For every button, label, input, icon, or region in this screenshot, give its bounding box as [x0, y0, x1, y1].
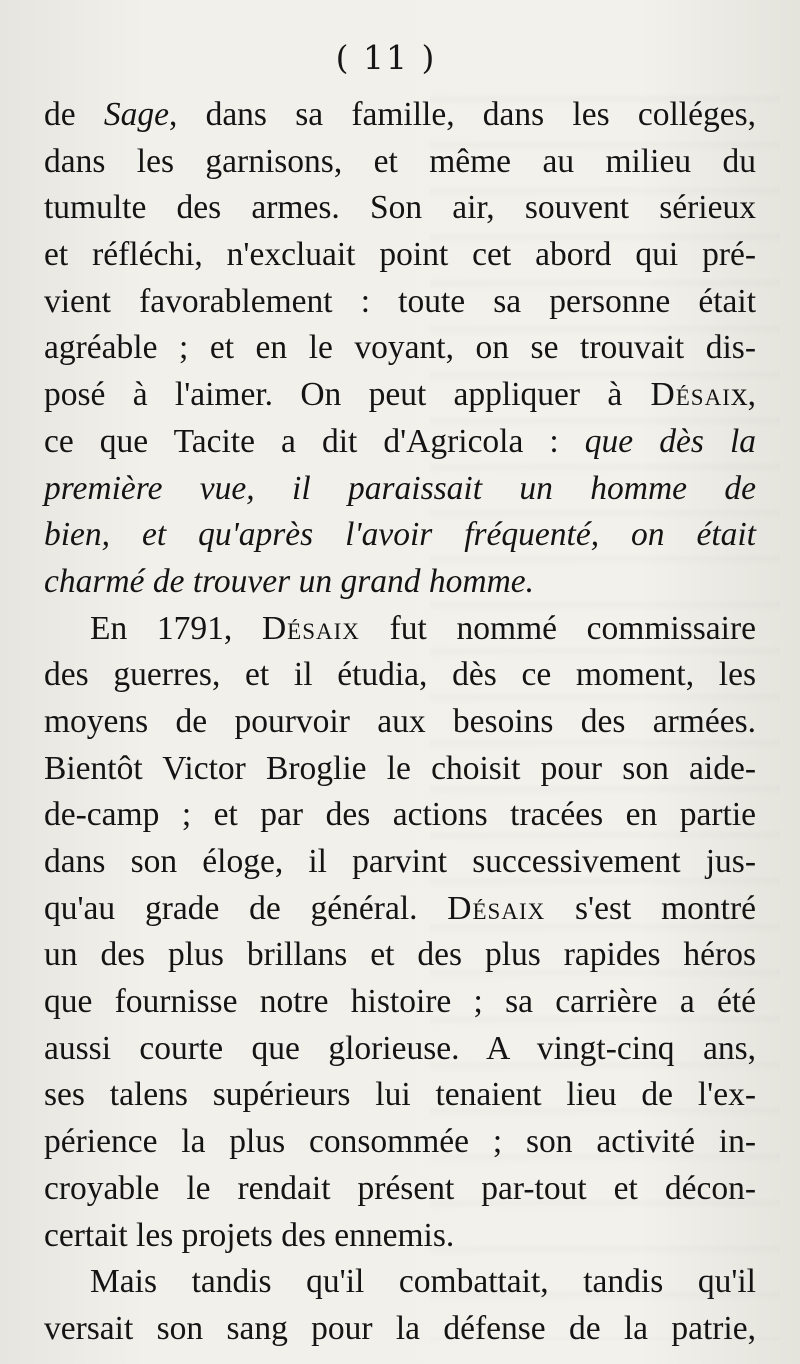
text-line: agréable ; et en le voyant, on se trouvait dis- [44, 329, 756, 367]
text-line: En 1791, Désaix fut nommé commissaire [90, 609, 756, 647]
page-number: ( 11 ) [335, 38, 437, 77]
text-line: ce que Tacite a dit d'Agricola : que dès la [44, 422, 756, 460]
text-line: posé à l'aimer. On peut appliquer à Désaix, [44, 376, 756, 414]
text-line: qu'au grade de général. Désaix s'est montré [44, 889, 756, 927]
text-line: que fournisse notre histoire ; sa carrière a été [44, 983, 756, 1021]
text-line: périence la plus consommée ; son activité in- [44, 1123, 756, 1161]
text-line: Mais tandis qu'il combattait, tandis qu'il [90, 1263, 756, 1301]
body-text [44, 92, 756, 1353]
text-line: bien, et qu'après l'avoir fréquenté, on était [44, 516, 756, 554]
text-line: dans les garnisons, et même au milieu du [44, 142, 756, 180]
text-line: de Sage, dans sa famille, dans les colléges, [44, 96, 756, 133]
text-line: versait son sang pour la défense de la patrie, [44, 1309, 756, 1347]
text-line: dans son éloge, il parvint successivement jus- [44, 843, 756, 880]
text-line: première vue, il paraissait un homme de [44, 469, 756, 507]
text-line: de-camp ; et par des actions tracées en partie [44, 796, 756, 834]
text-line: vient favorablement : toute sa personne était [44, 282, 756, 320]
text-line: tumulte des armes. Son air, souvent sérieux [44, 189, 756, 227]
text-line: un des plus brillans et des plus rapides héros [44, 936, 756, 974]
text-line: et réfléchi, n'excluait point cet abord qui pré- [44, 236, 756, 274]
text-line: charmé de trouver un grand homme. [44, 562, 535, 600]
text-line: Bientôt Victor Broglie le choisit pour son aide- [44, 749, 756, 787]
text-line: aussi courte que glorieuse. A vingt-cinq ans, [44, 1029, 756, 1067]
text-line: moyens de pourvoir aux besoins des armées. [44, 702, 756, 740]
text-line: croyable le rendait présent par-tout et décon- [44, 1169, 756, 1207]
text-line: certait les projets des ennemis. [44, 1216, 455, 1254]
text-line: des guerres, et il étudia, dès ce moment, les [44, 656, 756, 694]
text-line: ses talens supérieurs lui tenaient lieu de l'ex- [44, 1076, 756, 1114]
